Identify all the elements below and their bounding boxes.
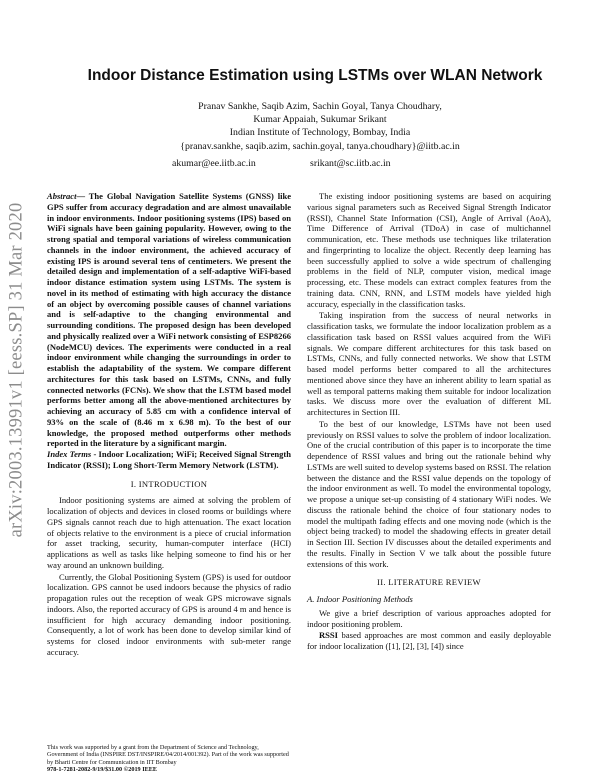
index-terms (47, 449, 291, 471)
intro-paragraph-2: Currently, the Global Positioning System (GPS) is used for outdoor localization. GPS cannot be used indoors because the physics of radio propagation rules out the reception of weak GPS microwave signals indoors. Also, the reported accuracy of GPS is around 4 m and hence is insufficient for high accuracy demanding indoor positioning. Consequently, a lot of work has been done to develop similar kind of systems for closed indoor environments with sub-meter range accuracy. (47, 571, 291, 657)
abstract-lead: Abstract (47, 191, 77, 201)
author-email-1: akumar@ee.iitb.ac.in (172, 158, 256, 169)
author-block (50, 100, 590, 153)
author-emails (50, 158, 590, 172)
index-terms-text: - Indoor Localization; WiFi; Received Signal Strength Indicator (RSSI); Long Short-Term Memory Network (LSTM). (47, 449, 291, 470)
right-column (307, 191, 551, 652)
arxiv-side-label (2, 190, 32, 550)
author-email-2: srikant@sc.iitb.ac.in (310, 158, 391, 169)
right-paragraph-1: The existing indoor positioning systems are based on acquiring various signal parameters such as Received Signal Strength Indicator (RSSI), Channel State Information (CSI), Angle of Arrival (AoA), Time Difference of Arrival (TDoA) in case of multichannel communication, etc. These methods use techniques like trilateration and fingerprinting to localize the object. Recently deep learning has been successfully applied to solve a wide spectrum of challenging problems in the field of NLP, computer vision, medical image processing, etc. These models can extract complex features from the training data. CNN, RNN, and LSTM models have yielded high accuracy, especially in the classification tasks. (307, 191, 551, 309)
author-affiliation: Indian Institute of Technology, Bombay, India (229, 127, 411, 139)
arxiv-identifier: arXiv:2003.13991v1 [eess.SP] 31 Mar 2020 (6, 202, 27, 538)
abstract-text: — The Global Navigation Satellite Systems (GNSS) like GPS suffer from accuracy degradation and are almost unavailable in indoor environments. Indoor positioning systems (IPS) based on WiFi signals have been gaining popularity. However, owing to the strong spatial and temporal variations of wireless communication channels in the indoor environment, the achieved accuracy of existing IPS is around several tens of centimeters. We present the detailed design and implementation of a self-adaptive WiFi-based indoor distance estimation system using LSTMs. The system is novel in its method of estimating with high accuracy the distance of an object by overcoming possible causes of channel variations and is self-adaptive to the changing environmental and surrounding conditions. The proposed design has been developed and physically realized over a WiFi network consisting of ESP8266 (NodeMCU) devices. The experiments were conducted in a real indoor environment while changing the surroundings in order to establish the adaptability of the system. We compare different architectures for this task based on LSTMs, CNNs, and fully connected networks (FCNs). We show that the LSTM based model performs better among all the above-mentioned architectures by achieving an accuracy of 5.85 cm with a confidence interval of 93% on the scale of (8.46 m x 6.98 m). To the best of our knowledge, the proposed method outperforms other methods reported in the literature by a significant margin. (47, 191, 291, 449)
paper-title: Indoor Distance Estimation using LSTMs over WLAN Network (87, 67, 543, 84)
section-heading-introduction: I. INTRODUCTION (130, 478, 208, 489)
literature-paragraph-2 (307, 630, 551, 652)
author-email-group: {pranav.sankhe, saqib.azim, sachin.goyal, tanya.choudhary}@iitb.ac.in (180, 140, 460, 152)
author-names-line-1: Pranav Sankhe, Saqib Azim, Sachin Goyal, Tanya Choudhary, (198, 101, 442, 112)
right-paragraph-2: Taking inspiration from the success of neural networks in classification tasks, we formulate the indoor localization problem as a classification task based on RSSI values acquired from the WiFi signals. We compare different architectures for this task based on LSTMs, CNNs, and fully connected networks. We show that LSTM based model performs better compared to all the architectures mentioned above since they have an inherent ability to learn spatial as well as temporal patterns making them suitable for indoor localization tasks. We discuss more over the evaluation of different ML architectures in Section III. (307, 310, 551, 417)
footnote-isbn: 978-1-7281-2082-9/19/$31.00 ©2019 IEEE (47, 766, 157, 774)
intro-paragraph-1: Indoor positioning systems are aimed at solving the problem of localization of objects and devices in closed rooms or buildings where GPS signals cannot reach due to high attenuation. The exact location of objects relative to the environment is a piece of crucial information for asset tracking, security, human-computer interface (HCI) applications as well as tasks like helping someone to find his or her way around an unknown building. (47, 495, 291, 570)
section-heading-literature-review: II. LITERATURE REVIEW (377, 577, 481, 588)
right-paragraph-3: To the best of our knowledge, LSTMs have not been used previously on RSSI values to solve the problem of indoor localization. One of the crucial contribution of this paper is to incorporate the time dependence of RSSI values and bring out the rationale behind why LSTMs are well suited to develop systems based on RSSI. The relation between the distance and the RSSI value depends on the topology of the indoor environment as well. To model the environmental topology, we propose a unique set-up consisting of 4 stationary WiFi nodes. We discuss the rationale behind the choice of four stationary nodes to model the multipath fading effects and one moving node (which is the object being tracked) to model the shadowing effects in greater detail in Section III. Section IV discusses about the detailed experiments and the results. Finally in Section V we talk about the possible future extensions of this work. (307, 418, 551, 569)
left-column (47, 191, 291, 658)
subsection-heading-indoor-positioning: A. Indoor Positioning Methods (307, 594, 413, 604)
rssi-keyword: RSSI (319, 630, 339, 641)
footnote-funding: This work was supported by a grant from the Department of Science and Technology, Government of India (INSPIRE DST/INSPIRE/04/2014/001392). Part of the work was supported by Bharti Centre for Communication in IIT Bombay (47, 744, 289, 766)
abstract (47, 191, 291, 449)
footnote-block (47, 744, 291, 774)
author-names-line-2: Kumar Appaiah, Sukumar Srikant (253, 114, 387, 126)
literature-paragraph-2-text: based approaches are most common and easily deployable for indoor localization ([1], [2], [3], [4]) since (307, 630, 551, 651)
index-terms-lead: Index Terms (47, 449, 92, 459)
literature-paragraph-1: We give a brief description of various approaches adopted for indoor positioning problem. (307, 607, 551, 629)
